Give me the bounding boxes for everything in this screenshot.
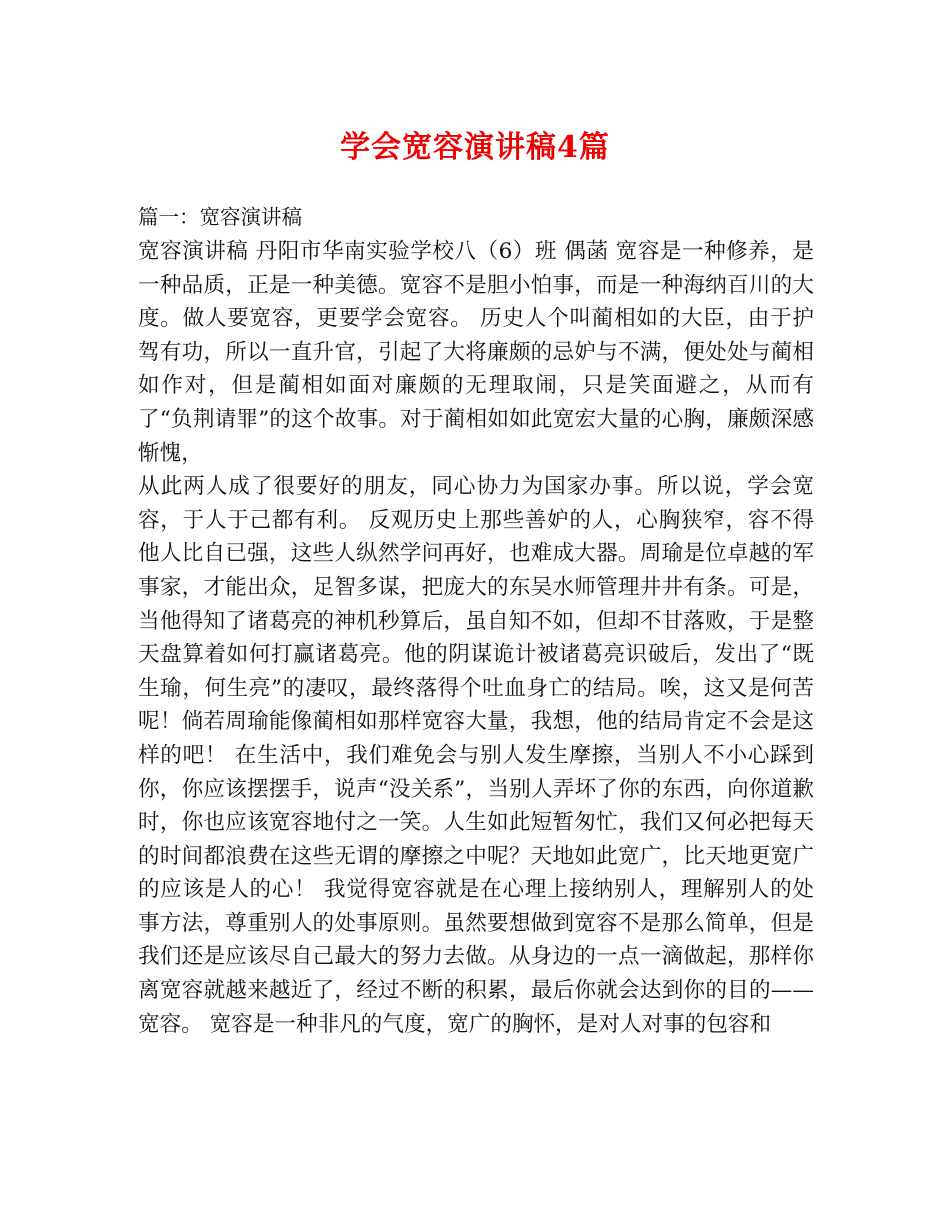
paragraph-1: 宽容演讲稿 丹阳市华南实验学校八（6）班 偶菡 宽容是一种修养，是一种品质，正是一种美德。宽容不是胆小怕事，而是一种海纳百川的大度。做人要宽容，更要学会宽容。 历史人个叫蔺相如的大臣，由于护驾有功，所以一直升官，引起了大将廉颇的忌妒与不满，便处处与蔺相如作对，但是蔺相如面对廉颇的无理取闹，只是笑面避之，从而有了“负荆请罪”的这个故事。对于蔺相如如此宽宏大量的心胸，廉颇深感惭愧， bbox=[138, 239, 814, 466]
document-title: 学会宽容演讲稿4篇 bbox=[340, 130, 610, 165]
paragraph-2: 从此两人成了很要好的朋友，同心协力为国家办事。所以说，学会宽容，于人于己都有利。 反观历史上那些善妒的人，心胸狭窄，容不得他人比自已强，这些人纵然学问再好，也难成大器。周瑜是位卓越的军事家，才能出众，足智多谋，把庞大的东吴水师管理井井有条。可是，当他得知了诸葛亮的神机秒算后，虽自知不如，但却不甘落败，于是整天盘算着如何打赢诸葛亮。他的阴谋诡计被诸葛亮识破后，发出了“既生瑜，何生亮”的凄叹，最终落得个吐血身亡的结局。唉，这又是何苦呢！倘若周瑜能像蔺相如那样宽容大量，我想，他的结局肯定不会是这样的吧！ 在生活中，我们难免会与别人发生摩擦，当别人不小心踩到你，你应该摆摆手，说声“没关系”，当别人弄坏了你的东西，向你道歉时，你也应该宽容地付之一笑。人生如此短暂匆忙，我们又何必把每天的时间都浪费在这些无谓的摩擦之中呢？天地如此宽广，比天地更宽广的应该是人的心！ 我觉得宽容就是在心理上接纳别人，理解别人的处事方法，尊重别人的处事原则。虽然要想做到宽容不是那么简单，但是我们还是应该尽自己最大的努力去做。从身边的一点一滴做起，那样你离宽容就越来越近了，经过不断的积累，最后你就会达到你的目的——宽容。 宽容是一种非凡的气度，宽广的胸怀，是对人对事的包容和 bbox=[138, 474, 814, 1037]
document-body bbox=[138, 201, 814, 1041]
section-heading: 篇一：宽容演讲稿 bbox=[138, 205, 302, 229]
